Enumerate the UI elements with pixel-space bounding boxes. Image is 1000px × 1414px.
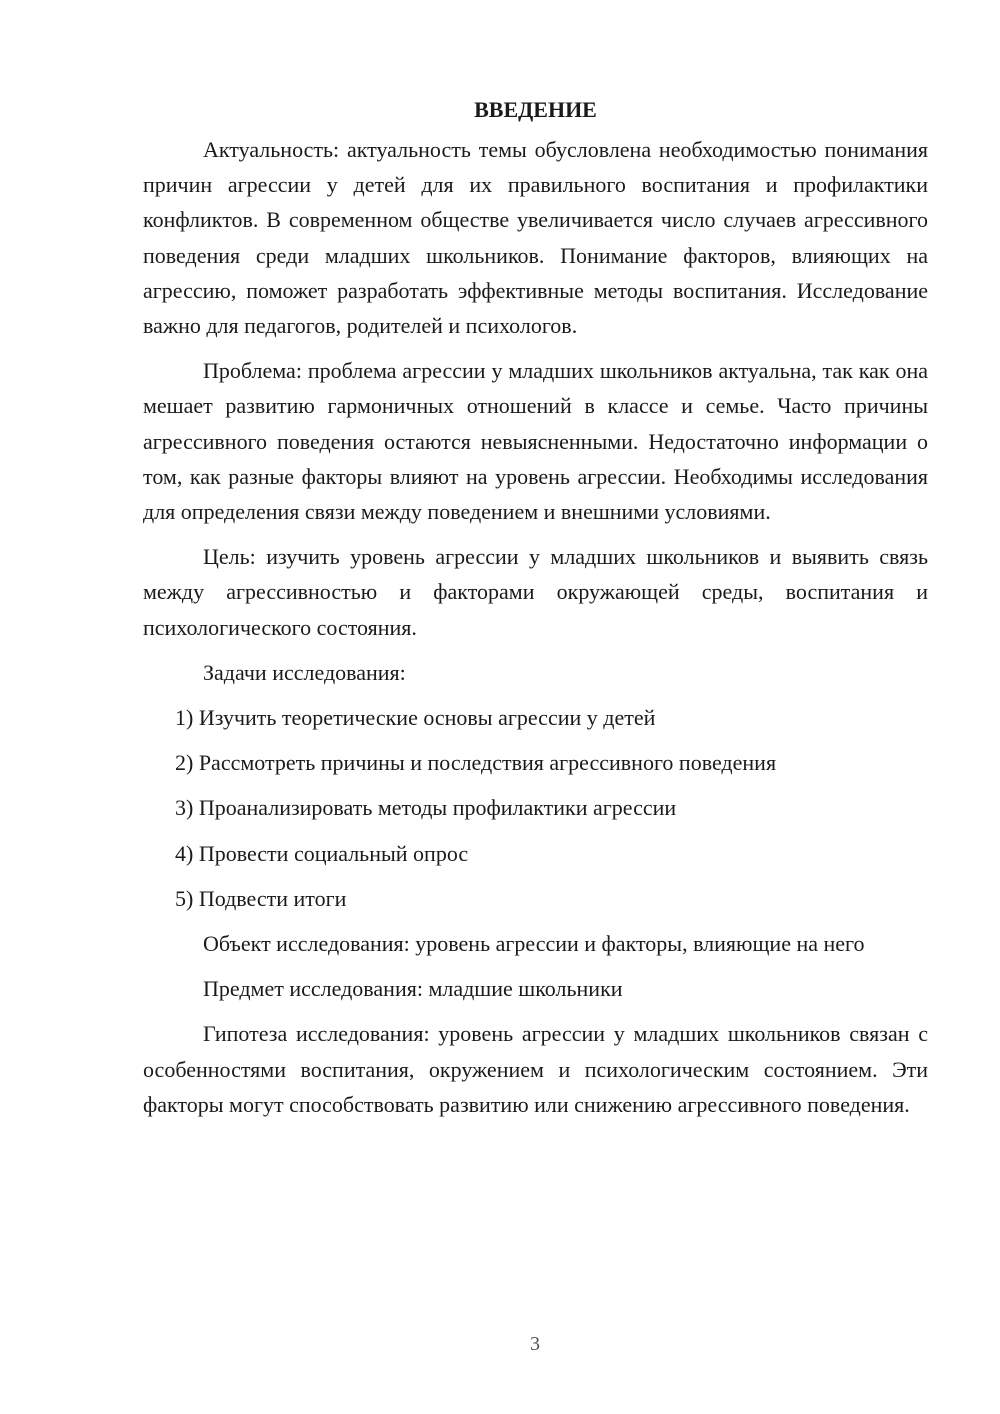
task-item: 2) Рассмотреть причины и последствия агрессивного поведения [175, 750, 777, 776]
paragraph-goal: Цель: изучить уровень агрессии у младших школьников и выявить связь между агрессивностью и факторами окружающей среды, воспитания и психологического состояния. [143, 544, 928, 640]
paragraph-hypothesis: Гипотеза исследования: уровень агрессии у младших школьников связан с особенностями воспитания, окружением и психологическим состоянием. Эти факторы могут способствовать развитию или снижению агрессивного поведения. [143, 1021, 928, 1117]
paragraph-subject: Предмет исследования: младшие школьники [203, 976, 623, 1002]
section-title: ВВЕДЕНИЕ [474, 97, 597, 122]
paragraph-problem: Проблема: проблема агрессии у младших школьников актуальна, так как она мешает развитию гармоничных отношений в классе и семье. Часто причины агрессивного поведения остаются невыясненными. Недостаточно информации о том, как разные факторы влияют на уровень агрессии. Необходимы исследования для определения связи между поведением и внешними условиями. [143, 358, 928, 525]
task-item: 5) Подвести итоги [175, 885, 347, 911]
paragraph-object: Объект исследования: уровень агрессии и факторы, влияющие на него [203, 931, 865, 957]
tasks-list [143, 700, 928, 916]
tasks-heading: Задачи исследования: [203, 659, 406, 685]
task-item: 3) Проанализировать методы профилактики агрессии [175, 795, 677, 821]
task-item: 4) Провести социальный опрос [175, 840, 469, 866]
task-item: 1) Изучить теоретические основы агрессии у детей [175, 705, 656, 731]
paragraph-relevance: Актуальность: актуальность темы обусловлена необходимостью понимания причин агрессии у детей для их правильного воспитания и профилактики конфликтов. В современном обществе увеличивается число случаев агрессивного поведения среди младших школьников. Понимание факторов, влияющих на агрессию, поможет разработать эффективные методы воспитания. Исследование важно для педагогов, родителей и психологов. [143, 137, 928, 339]
page-number: 3 [530, 1333, 540, 1355]
document-page [143, 92, 928, 1132]
